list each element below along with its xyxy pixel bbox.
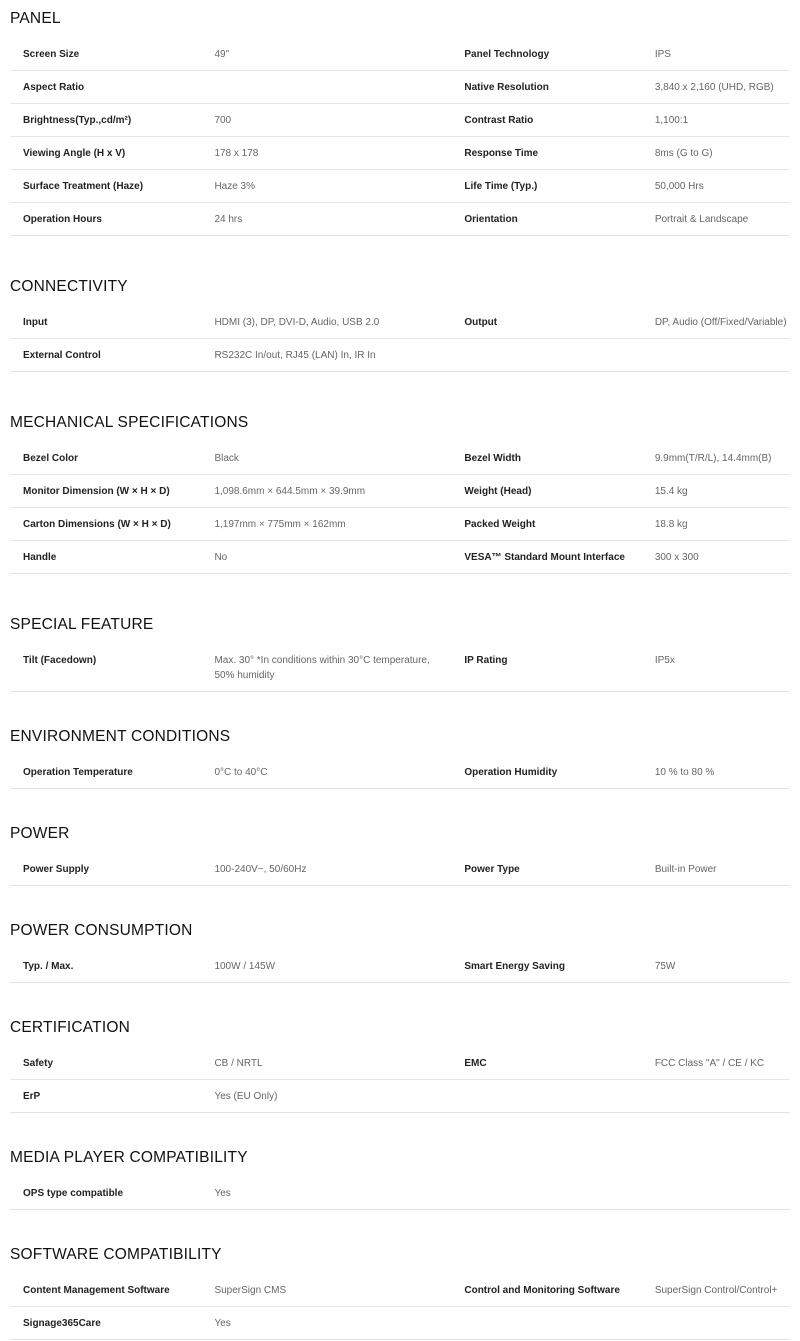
spec-section	[10, 606, 790, 692]
spec-label: Viewing Angle (H x V)	[23, 148, 126, 159]
section-title: ENVIRONMENT CONDITIONS	[10, 728, 231, 745]
spec-row	[10, 169, 790, 202]
spec-row	[10, 38, 790, 70]
spec-value: Haze 3%	[214, 181, 256, 192]
spec-table	[10, 853, 790, 886]
spec-label: Input	[23, 317, 48, 328]
section-title: CONNECTIVITY	[10, 278, 128, 295]
spec-value: SuperSign CMS	[214, 1285, 287, 1296]
spec-label: Signage365Care	[23, 1318, 101, 1329]
spec-label: Aspect Ratio	[23, 82, 85, 93]
section-title: PANEL	[10, 10, 61, 27]
spec-row	[10, 756, 790, 788]
spec-label: Typ. / Max.	[23, 961, 74, 972]
spec-value: 9.9mm(T/R/L), 14.4mm(B)	[654, 453, 772, 464]
spec-label	[464, 339, 654, 371]
spec-section	[10, 1009, 790, 1113]
spec-label: Smart Energy Saving	[464, 961, 565, 972]
spec-value: FCC Class "A" / CE / KC	[654, 1058, 765, 1069]
spec-value: 100W / 145W	[214, 961, 276, 972]
spec-value: DP, Audio (Off/Fixed/Variable)	[654, 317, 787, 328]
spec-label: VESA™ Standard Mount Interface	[464, 552, 625, 563]
spec-label: Orientation	[464, 214, 518, 225]
section-title: SOFTWARE COMPATIBILITY	[10, 1246, 222, 1263]
spec-value: 49"	[214, 49, 230, 60]
spec-row	[10, 1079, 790, 1112]
spec-row	[10, 442, 790, 474]
spec-section	[10, 718, 790, 789]
spec-value: 100-240V~, 50/60Hz	[214, 864, 307, 875]
spec-label: Operation Humidity	[464, 767, 558, 778]
spec-value: Portrait & Landscape	[654, 214, 749, 225]
spec-row	[10, 1274, 790, 1306]
spec-label: Output	[464, 317, 498, 328]
spec-label: Content Management Software	[23, 1285, 170, 1296]
spec-table	[10, 1177, 790, 1210]
spec-value: 1,100:1	[654, 115, 689, 126]
spec-label: Handle	[23, 552, 57, 563]
spec-row	[10, 136, 790, 169]
spec-label: Monitor Dimension (W × H × D)	[23, 486, 170, 497]
spec-label: Carton Dimensions (W × H × D)	[23, 519, 171, 530]
spec-row	[10, 70, 790, 103]
spec-table	[10, 756, 790, 789]
spec-value: 1,197mm × 775mm × 162mm	[214, 519, 346, 530]
spec-label: Power Supply	[23, 864, 90, 875]
spec-section	[10, 912, 790, 983]
spec-label: Weight (Head)	[464, 486, 532, 497]
section-title: SPECIAL FEATURE	[10, 616, 154, 633]
spec-value: IPS	[654, 49, 671, 60]
spec-section	[10, 1236, 790, 1340]
spec-value: SuperSign Control/Control+	[654, 1285, 778, 1296]
spec-value: 1,098.6mm × 644.5mm × 39.9mm	[214, 486, 366, 497]
section-title: MEDIA PLAYER COMPATIBILITY	[10, 1149, 248, 1166]
spec-label: Screen Size	[23, 49, 80, 60]
spec-value: CB / NRTL	[214, 1058, 263, 1069]
spec-value: 300 x 300	[654, 552, 699, 563]
spec-label: Operation Hours	[23, 214, 102, 225]
spec-row	[10, 1306, 790, 1339]
spec-label: Life Time (Typ.)	[464, 181, 538, 192]
spec-label: OPS type compatible	[23, 1188, 124, 1199]
spec-label: Contrast Ratio	[464, 115, 534, 126]
spec-section	[10, 0, 790, 236]
section-title: MECHANICAL SPECIFICATIONS	[10, 414, 249, 431]
spec-table	[10, 1047, 790, 1113]
spec-value: HDMI (3), DP, DVI-D, Audio, USB 2.0	[214, 317, 380, 328]
spec-label	[464, 1177, 654, 1209]
spec-value: 75W	[654, 961, 676, 972]
spec-value: 3,840 x 2,160 (UHD, RGB)	[654, 82, 774, 93]
spec-label: Tilt (Facedown)	[23, 655, 97, 666]
spec-value: IP5x	[654, 655, 675, 666]
spec-value	[655, 1307, 790, 1339]
spec-table	[10, 644, 790, 692]
spec-section	[10, 815, 790, 886]
spec-label: Panel Technology	[464, 49, 550, 60]
spec-value: Black	[214, 453, 239, 464]
spec-value: 50,000 Hrs	[654, 181, 704, 192]
spec-row	[10, 644, 790, 691]
spec-table	[10, 442, 790, 574]
spec-label: Response Time	[464, 148, 539, 159]
spec-label	[464, 1080, 654, 1112]
spec-table	[10, 1274, 790, 1340]
spec-value: 0°C to 40°C	[214, 767, 268, 778]
spec-row	[10, 103, 790, 136]
spec-value: 15.4 kg	[654, 486, 688, 497]
spec-value: 24 hrs	[214, 214, 243, 225]
spec-value: Yes	[214, 1188, 231, 1199]
section-title: POWER	[10, 825, 70, 842]
spec-value: Yes (EU Only)	[214, 1091, 278, 1102]
spec-table	[10, 38, 790, 236]
spec-row	[10, 202, 790, 235]
spec-value	[214, 71, 464, 103]
spec-row	[10, 338, 790, 371]
spec-row	[10, 950, 790, 982]
spec-value: No	[214, 552, 228, 563]
spec-label: Bezel Color	[23, 453, 79, 464]
spec-value	[655, 1080, 790, 1112]
spec-row	[10, 306, 790, 338]
spec-label: Safety	[23, 1058, 54, 1069]
spec-label: External Control	[23, 350, 101, 361]
spec-label: Brightness(Typ.,cd/m²)	[23, 115, 132, 126]
spec-value	[655, 1177, 790, 1209]
spec-row	[10, 540, 790, 573]
spec-label: EMC	[464, 1058, 487, 1069]
spec-section	[10, 268, 790, 372]
spec-label: Surface Treatment (Haze)	[23, 181, 144, 192]
spec-value: 10 % to 80 %	[654, 767, 715, 778]
spec-label: ErP	[23, 1091, 41, 1102]
spec-section	[10, 404, 790, 574]
spec-label: Control and Monitoring Software	[464, 1285, 620, 1296]
spec-table	[10, 950, 790, 983]
spec-row	[10, 507, 790, 540]
spec-value: Yes	[214, 1318, 231, 1329]
spec-row	[10, 1047, 790, 1079]
spec-value: Max. 30° *In conditions within 30°C temperature, 50% humidity	[214, 655, 430, 681]
spec-label: Packed Weight	[464, 519, 536, 530]
spec-label: Operation Temperature	[23, 767, 133, 778]
spec-value: Built-in Power	[654, 864, 717, 875]
spec-value: RS232C In/out, RJ45 (LAN) In, IR In	[214, 350, 376, 361]
spec-row	[10, 853, 790, 885]
spec-value: 8ms (G to G)	[654, 148, 713, 159]
spec-section	[10, 1139, 790, 1210]
spec-value	[655, 339, 790, 371]
section-title: CERTIFICATION	[10, 1019, 131, 1036]
spec-table	[10, 306, 790, 372]
spec-label: Native Resolution	[464, 82, 549, 93]
section-title: POWER CONSUMPTION	[10, 922, 193, 939]
spec-label	[464, 1307, 654, 1339]
spec-row	[10, 1177, 790, 1209]
spec-row	[10, 474, 790, 507]
spec-label: IP Rating	[464, 655, 508, 666]
spec-value: 18.8 kg	[654, 519, 688, 530]
spec-label: Power Type	[464, 864, 520, 875]
spec-value: 178 x 178	[214, 148, 259, 159]
spec-label: Bezel Width	[464, 453, 521, 464]
spec-value: 700	[214, 115, 232, 126]
